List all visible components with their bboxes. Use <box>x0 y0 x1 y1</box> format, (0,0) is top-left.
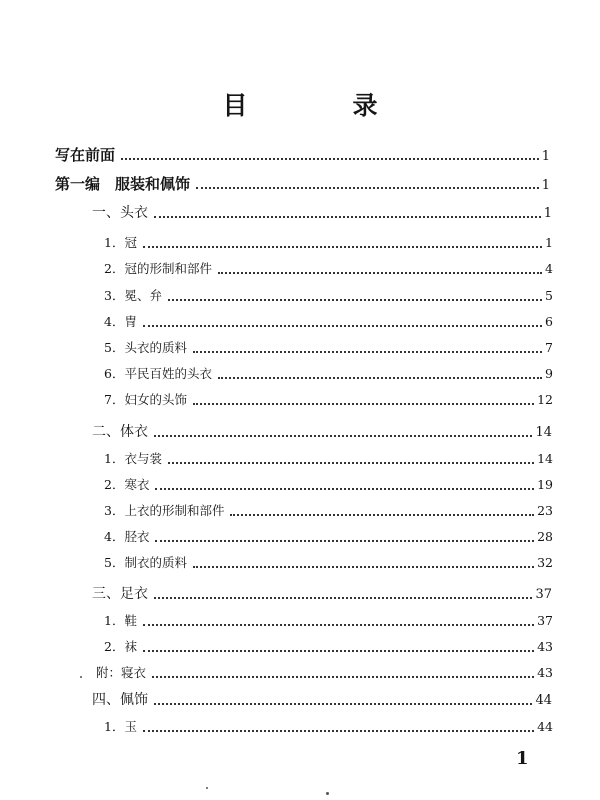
dot-leader <box>230 514 534 516</box>
toc-entry-item[interactable] <box>104 552 553 574</box>
toc-label: 1．衣与裳 <box>104 451 162 466</box>
toc-page-number: 44 <box>537 719 553 734</box>
toc-page-number: 1 <box>545 235 553 250</box>
toc-page-number: 43 <box>537 665 553 680</box>
toc-page-number: 14 <box>535 425 552 440</box>
toc-page-number: 5 <box>545 288 553 303</box>
toc-label: 7．妇女的头饰 <box>104 392 187 407</box>
toc-label: 1．玉 <box>104 719 137 734</box>
toc-entry-item[interactable] <box>104 363 553 385</box>
toc-label: 3．冕、弁 <box>104 288 162 303</box>
toc-entry-section-headwear[interactable] <box>92 202 552 224</box>
dot-leader <box>196 187 539 189</box>
toc-label: 附：寝衣 <box>96 665 147 680</box>
toc-entry-item[interactable] <box>104 232 553 254</box>
dot-leader <box>154 216 541 218</box>
page-title: 目 录 <box>222 91 418 120</box>
toc-page-number: 9 <box>545 366 553 381</box>
toc-entry-item[interactable] <box>104 610 553 632</box>
toc-entry-item[interactable] <box>104 716 553 738</box>
toc-entry-item[interactable] <box>104 258 553 280</box>
toc-page-number: 23 <box>537 503 553 518</box>
page-number: 1 <box>516 748 529 769</box>
toc-page-number: 37 <box>537 613 553 628</box>
toc-label: 1．冠 <box>104 235 137 250</box>
dot-leader <box>168 299 542 301</box>
toc-page-number: 12 <box>537 392 553 407</box>
toc-label: 4．冑 <box>104 314 137 329</box>
toc-entry-item[interactable] <box>104 636 553 658</box>
dot-leader <box>154 435 532 437</box>
toc-entry-item[interactable] <box>104 337 553 359</box>
toc-page-number: 28 <box>537 529 553 544</box>
toc-entry-item[interactable] <box>96 662 553 684</box>
dot-leader <box>218 272 542 274</box>
dot-leader <box>193 403 534 405</box>
dot-leader <box>143 730 534 732</box>
toc-entry-part-one[interactable] <box>55 173 550 195</box>
toc-entry-preface[interactable] <box>55 144 550 166</box>
dot-leader <box>168 462 534 464</box>
scan-speck <box>326 792 329 795</box>
dot-leader <box>218 377 542 379</box>
toc-entry-section-body-wear[interactable] <box>92 421 552 443</box>
toc-label: 3．上衣的形制和部件 <box>104 503 225 518</box>
toc-entry-item[interactable] <box>104 500 553 522</box>
toc-page-number: 19 <box>537 477 553 492</box>
dot-leader <box>154 597 532 599</box>
toc-label: 2．寒衣 <box>104 477 150 492</box>
toc-entry-item[interactable] <box>104 285 553 307</box>
toc-entry-section-accessories[interactable] <box>92 689 552 711</box>
toc-entry-item[interactable] <box>104 311 553 333</box>
scan-speck <box>206 787 208 789</box>
toc-entry-item[interactable] <box>104 448 553 470</box>
toc-entry-item[interactable] <box>104 389 553 411</box>
toc-page-number: 1 <box>541 149 550 164</box>
toc-page-number: 6 <box>545 314 553 329</box>
dot-leader <box>143 246 542 248</box>
dot-leader <box>154 703 532 705</box>
scan-speck <box>80 676 82 678</box>
toc-page-number: 44 <box>535 693 552 708</box>
toc-page-number: 14 <box>537 451 553 466</box>
dot-leader <box>143 325 542 327</box>
toc-label: 写在前面 <box>55 146 116 164</box>
dot-leader <box>121 158 539 160</box>
dot-leader <box>143 650 534 652</box>
toc-label: 4．胫衣 <box>104 529 150 544</box>
toc-page-number: 1 <box>543 206 552 221</box>
toc-label: 三、足衣 <box>92 586 148 602</box>
dot-leader <box>143 624 534 626</box>
toc-page-number: 1 <box>541 178 550 193</box>
toc-entry-item[interactable] <box>104 474 553 496</box>
toc-label: 1．鞋 <box>104 613 137 628</box>
dot-leader <box>152 676 534 678</box>
toc-label: 2．袜 <box>104 639 137 654</box>
toc-label: 第一编 服装和佩饰 <box>55 175 191 193</box>
toc-entry-item[interactable] <box>104 526 553 548</box>
toc-label: 5．头衣的质料 <box>104 340 187 355</box>
toc-label: 2．冠的形制和部件 <box>104 261 212 276</box>
toc-page-number: 4 <box>545 261 553 276</box>
dot-leader <box>193 351 542 353</box>
toc-label: 二、体衣 <box>92 424 148 440</box>
toc-label: 5．制衣的质料 <box>104 555 187 570</box>
toc-page-number: 32 <box>537 555 553 570</box>
dot-leader <box>155 540 534 542</box>
toc-page-number: 7 <box>545 340 553 355</box>
toc-label: 四、佩饰 <box>92 692 148 708</box>
dot-leader <box>155 488 534 490</box>
toc-label: 6．平民百姓的头衣 <box>104 366 212 381</box>
toc-page-number: 37 <box>535 587 552 602</box>
toc-label: 一、头衣 <box>92 205 148 221</box>
dot-leader <box>193 566 534 568</box>
toc-page-number: 43 <box>537 639 553 654</box>
toc-entry-section-footwear[interactable] <box>92 583 552 605</box>
